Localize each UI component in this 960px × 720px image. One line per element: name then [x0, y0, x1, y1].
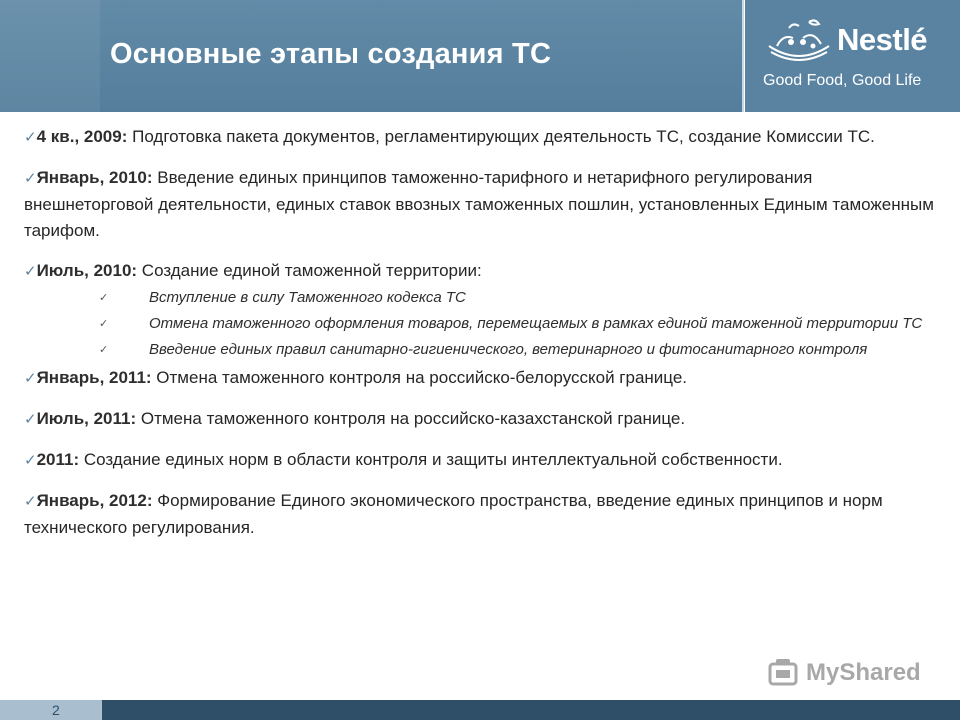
timeline-date: 2011:	[36, 450, 80, 469]
footer-bar	[0, 700, 960, 720]
timeline-date: Январь, 2012:	[36, 491, 153, 510]
timeline-description: Формирование Единого экономического пространства, введение единых принципов и норм технического регулирования.	[24, 491, 883, 537]
timeline-item-text	[24, 447, 944, 474]
timeline-subitem-text: Вступление в силу Таможенного кодекса ТС	[149, 289, 466, 306]
watermark-icon	[766, 656, 800, 690]
timeline-description: Отмена таможенного контроля на российско-казахстанской границе.	[136, 409, 686, 428]
timeline-item	[24, 447, 944, 474]
brand-tagline: Good Food, Good Life	[763, 72, 922, 89]
checkmark-icon: ✓	[24, 370, 37, 387]
timeline-item	[24, 258, 944, 361]
page-number: 2	[52, 702, 60, 718]
nest-icon	[763, 16, 835, 66]
title-bar	[0, 0, 744, 112]
checkmark-icon: ✓	[24, 170, 37, 187]
footer-page-box	[0, 700, 102, 720]
timeline-date: Январь, 2011:	[36, 368, 152, 387]
timeline-item	[24, 406, 944, 433]
timeline-item-text	[24, 365, 944, 392]
slide-title: Основные этапы создания ТС	[110, 38, 552, 70]
timeline-item	[24, 165, 944, 244]
checkmark-icon: ✓	[24, 411, 37, 428]
checkmark-icon: ✓	[24, 493, 37, 510]
watermark	[766, 656, 921, 690]
watermark-text: MyShared	[806, 659, 921, 686]
checkmark-icon: ✓	[24, 263, 37, 280]
timeline-subitem	[99, 339, 944, 361]
timeline-subitem-text: Отмена таможенного оформления товаров, перемещаемых в рамках единой таможенной территории ТС	[149, 315, 923, 332]
timeline-item	[24, 365, 944, 392]
timeline-date: 4 кв., 2009:	[36, 127, 128, 146]
timeline-subitem-text: Введение единых правил санитарно-гигиенического, ветеринарного и фитосанитарного контроля	[149, 341, 868, 358]
title-accent	[0, 0, 100, 112]
checkmark-icon: ✓	[24, 129, 37, 146]
timeline-item-text	[24, 406, 944, 433]
slide-header	[0, 0, 960, 112]
timeline-item-text	[24, 165, 944, 244]
timeline-date: Январь, 2010:	[36, 168, 153, 187]
small-checkmark-icon: ✓	[99, 344, 109, 356]
timeline-date: Июль, 2011:	[36, 409, 137, 428]
timeline-item	[24, 488, 944, 541]
brand-name: Nestlé	[837, 22, 928, 57]
timeline-description: Создание единых норм в области контроля и защиты интеллектуальной собственности.	[79, 450, 783, 469]
timeline-description: Введение единых принципов таможенно-тарифного и нетарифного регулирования внешнеторговой деятельности, единых ставок ввозных таможенных пошлин, установленных Единым таможенным тарифом.	[24, 168, 934, 240]
timeline-item-text	[24, 124, 944, 151]
timeline-subitem	[99, 313, 944, 335]
nestle-logo	[745, 0, 960, 112]
timeline-description: Подготовка пакета документов, регламентирующих деятельность ТС, создание Комиссии ТС.	[127, 127, 875, 146]
timeline-subitem	[99, 287, 944, 309]
timeline-item	[24, 124, 944, 151]
timeline-date: Июль, 2010:	[36, 261, 138, 280]
timeline-description: Отмена таможенного контроля на российско-белорусской границе.	[151, 368, 688, 387]
timeline-list	[24, 124, 944, 541]
timeline-item-text	[24, 258, 944, 285]
small-checkmark-icon: ✓	[99, 318, 109, 330]
checkmark-icon: ✓	[24, 452, 37, 469]
timeline-description: Создание единой таможенной территории:	[137, 261, 482, 280]
small-checkmark-icon: ✓	[99, 292, 109, 304]
timeline-item-text	[24, 488, 944, 541]
